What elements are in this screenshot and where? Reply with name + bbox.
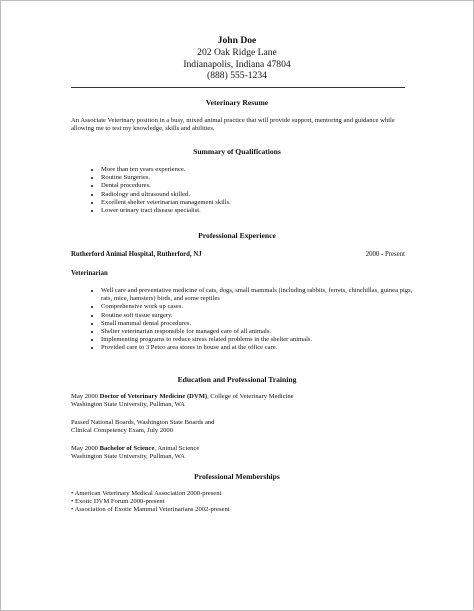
memberships-heading: Professional Memberships (194, 472, 280, 481)
objective-text: An Associate Veterinary position in a busy, mixed animal practice that will provide support, mentoring and guidance while allowing me to test my knowledge, skills and abilities. (71, 117, 395, 133)
education-exam: Clinical Competency Exam, July 2000 (71, 427, 174, 435)
education-entry (71, 419, 405, 435)
header-divider (71, 87, 405, 88)
list-item: • Dental procedures. (101, 182, 421, 190)
degree-school: , Animal Science (154, 445, 200, 452)
degree-name: Bachelor of Science (99, 445, 155, 452)
education-location: Washington State University, Pullman, WA (71, 401, 185, 409)
applicant-name: John Doe (217, 35, 257, 46)
degree-school: , College of Veterinary Medicine (207, 393, 294, 400)
list-item: • Implementing programs to reduce stress related problems in the shelter animals. (101, 336, 421, 344)
education-date: May 2000 (71, 445, 100, 452)
education-date: May 2000 (71, 393, 100, 400)
list-item: • Association of Exotic Mammal Veterinarians 2002-present (71, 506, 230, 514)
education-location: Washington State University, Pullman, WA (71, 453, 185, 461)
qualifications-list (85, 166, 421, 215)
education-entry (71, 393, 405, 409)
phone-number: (888) 555-1234 (207, 70, 267, 81)
contact-header (1, 35, 473, 82)
list-item: • Small mammal dental procedures. (101, 320, 421, 328)
employer-name: Rutherford Animal Hospital, Rutherford, NJ (71, 251, 202, 258)
qualifications-heading: Summary of Qualifications (193, 147, 281, 156)
resume-title: Veterinary Resume (205, 98, 269, 107)
list-item: • Routine soft tissue surgery. (101, 312, 421, 320)
list-item: • Well care and preventative medicine of cats, dogs, small mammals (including rabbits, ferrets, chinchillas, guinea pigs, rats, mice, hamsters) birds, and some reptiles (101, 287, 421, 303)
employment-dates: 2000 - Present (365, 251, 405, 258)
experience-list (85, 287, 421, 353)
list-item: • Lower urinary tract disease specialist. (101, 207, 421, 215)
education-entry (71, 445, 405, 461)
list-item: • Provided care to 3 Petco area stores in house and at the office care. (101, 344, 421, 352)
education-heading: Education and Professional Training (177, 375, 297, 384)
list-item: • Routine Surgeries. (101, 174, 421, 182)
job-role: Veterinarian (71, 270, 108, 277)
memberships-list (71, 490, 405, 515)
list-item: • Comprehensive work up cases. (101, 303, 421, 311)
list-item: • Exotic DVM Forum 2000-present (71, 498, 165, 506)
list-item: • Excellent shelter veterinarian management skills. (101, 199, 421, 207)
experience-heading: Professional Experience (198, 231, 276, 240)
degree-name: Doctor of Veterinary Medicine (DVM) (99, 393, 208, 400)
education-boards: Passed National Boards, Washington State Boards and (71, 419, 215, 426)
city-state-zip: Indianapolis, Indiana 47804 (183, 58, 291, 70)
street-address: 202 Oak Ridge Lane (197, 47, 277, 58)
list-item: • More than ten years experience. (101, 166, 421, 174)
list-item: • Shelter veterinarian responsible for managed care of all animals. (101, 328, 421, 336)
employer-row (71, 250, 405, 259)
list-item: • Radiology and ultrasound skilled. (101, 191, 421, 199)
list-item: • American Veterinary Medical Association 2000-present (71, 490, 222, 497)
